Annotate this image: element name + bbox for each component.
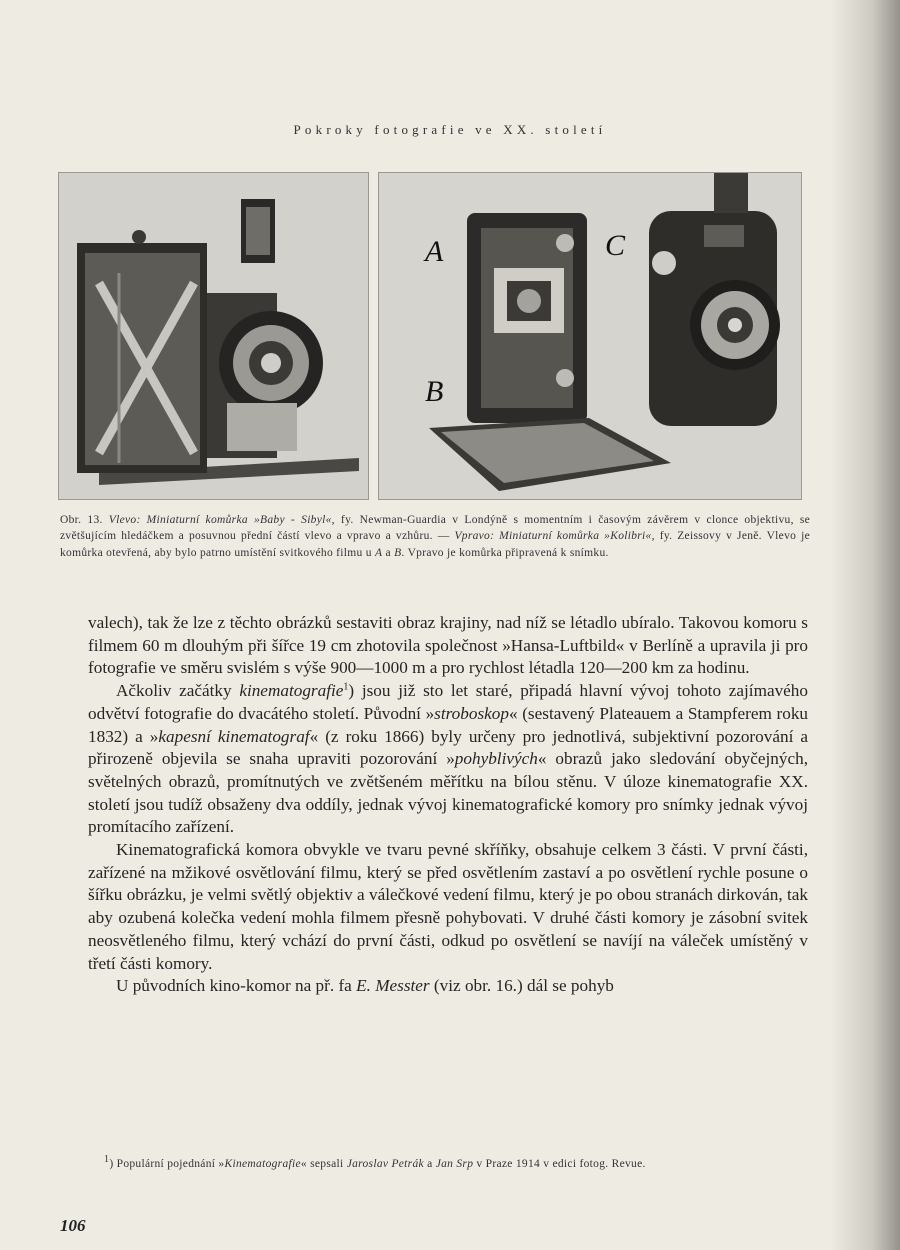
footnote-author-petrak: Jaroslav Petrák <box>346 1158 424 1170</box>
p2-text-4: « obrazů jako sledování obyčejných, světelných obrazů, promítnutých ve zvětšeném měřítku na bílou stěnu. V úloze kinematografie XX. století jsou tudíž obsaženy dva oddíly, jednak vývoj kinematografické komory pro snímky jednak vývoj promítacího zařízení. <box>88 749 808 837</box>
figure-label-b: B <box>425 375 444 408</box>
p2-text-0: Ačkoliv začátky <box>116 681 240 701</box>
page-edge-shadow <box>830 0 900 1250</box>
p2-term-pohyblivych: pohyblivých <box>454 749 538 769</box>
caption-figure-number: Obr. 13. <box>60 514 109 526</box>
p2-term-kinematografie: kinematografie <box>239 681 344 701</box>
figure-caption <box>60 512 810 561</box>
footnote-text-3: v Praze 1914 v edici fotog. Revue. <box>473 1158 646 1170</box>
running-head: Pokroky fotografie ve XX. století <box>293 122 607 137</box>
paragraph-2 <box>88 680 808 839</box>
p4-text-1: (viz obr. 16.) dál se pohyb <box>429 976 614 996</box>
caption-end: . Vpravo je komůrka připravená k snímku. <box>401 546 609 559</box>
footnote-number: 1 <box>104 1154 110 1166</box>
paragraph-4 <box>88 975 808 998</box>
footnote-ref: 1 <box>343 681 349 693</box>
footnote-author-srp: Jan Srp <box>435 1158 474 1170</box>
p2-term-stroboskop: stroboskop <box>434 703 509 723</box>
footnote-title: Kinematografie <box>224 1158 301 1170</box>
footnote <box>88 1156 808 1172</box>
figure-photo-left-baby-sibyl-camera <box>58 172 369 500</box>
caption-right-title: Vpravo: Miniaturní komůrka »Kolibri«, <box>454 530 655 543</box>
footnote-text-2: a <box>423 1158 436 1170</box>
p2-text-3: « (z roku 1866) byly určeny pro jednotlivá, subjektivní pozorování a přirozeně objevila se snaha upraviti pozorování » <box>88 726 808 769</box>
footnote-text-1: « sepsali <box>300 1158 347 1170</box>
figure-photo-right-kolibri-camera <box>378 172 802 500</box>
paragraph-1: valech), tak že lze z těchto obrázků sestaviti obraz krajiny, nad níž se létadlo ubíralo. Takovou komoru s filmem 60 m dlouhým při šířce 19 cm zhotovila společnost »Hansa-Luftbild« v Berlíně a upravila ji pro fotografie ve směru svislém s výše 900—1000 m a pro rychlost létadla 120—200 km za hodinu. <box>88 613 808 678</box>
footnote-text-0: ) Populární pojednání » <box>109 1158 225 1170</box>
caption-letter-a: A <box>375 546 383 559</box>
caption-left-description: fy. Newman-Guardia v Londýně s momentním i časovým závěrem v clonce objektivu, se zvětšujícím hledáčkem a posuvnou přední částí vlevo a vpravo a vzhůru. — <box>60 514 810 543</box>
caption-letter-b: B <box>394 546 402 559</box>
page-number: 106 <box>60 1216 86 1235</box>
caption-right-description: fy. Zeissovy v Jeně. Vlevo je komůrka otevřená, aby bylo patrno umístění svitkového filmu u <box>60 530 810 559</box>
p2-text-2: « (sestavený Plateauem a Stampferem roku 1832) a » <box>88 703 809 746</box>
caption-and: a <box>382 546 395 559</box>
figure-label-a: A <box>425 235 444 268</box>
figure-label-c: C <box>605 229 626 262</box>
p4-text-0: U původních kino-komor na př. fa <box>116 976 357 996</box>
p2-term-kapesni-kinematograf: kapesní kinematograf <box>158 726 310 746</box>
p2-text-1: ) jsou již sto let staré, připadá hlavní vývoj tohoto zajímavého odvětví fotografie do dvacátého století. Původní » <box>88 681 808 723</box>
paragraph-3: Kinematografická komora obvykle ve tvaru pevné skříňky, obsahuje celkem 3 části. V první části, zařízené na mžikové osvětlování filmu, který se před osvětlením zastaví a po osvětlení rychle posune o šířku obrázku, je velmi světlý objektiv a válečkové vedení filmu, který je po obou stranách dirkován, tak aby ozubená kolečka vedení mohla filmem přesně pohybovati. V druhé části komory je zásobní svitek neosvětleného filmu, který vchází do první části, odkud po osvětlení se navíjí na váleček umístěný v třetí části komory. <box>88 840 808 973</box>
body-text <box>88 612 808 998</box>
caption-left-title: Vlevo: Miniaturní komůrka »Baby - Sibyl«, <box>108 514 335 526</box>
p4-name-messter: E. Messter <box>356 976 430 996</box>
